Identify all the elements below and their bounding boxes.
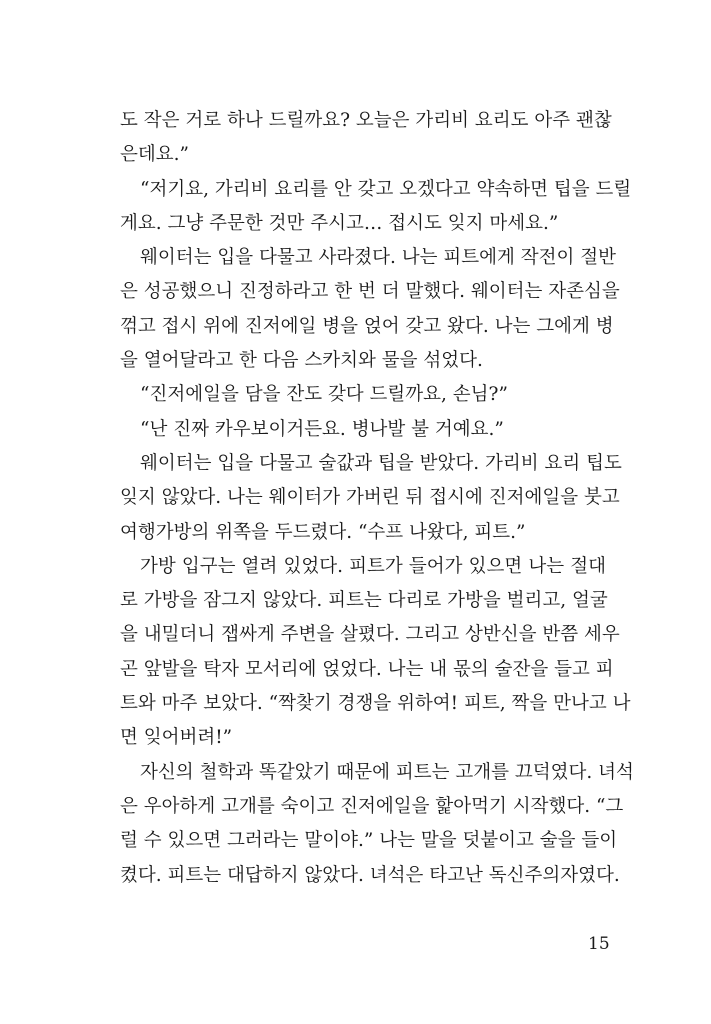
text-line: 잊지 않았다. 나는 웨이터가 가버린 뒤 접시에 진저에일을 붓고 <box>120 487 620 509</box>
text-line: 웨이터는 입을 다물고 사라졌다. 나는 피트에게 작전이 절반 <box>140 247 616 269</box>
text-line: 곤 앞발을 탁자 모서리에 얹었다. 나는 내 몫의 술잔을 들고 피 <box>120 658 614 680</box>
text-line: 자신의 철학과 똑같았기 때문에 피트는 고개를 끄덕였다. 녀석 <box>140 761 634 783</box>
text-line: 면 잊어버려!” <box>120 727 233 749</box>
text-line: 을 내밀더니 잽싸게 주변을 살폈다. 그리고 상반신을 반쯤 세우 <box>120 624 620 646</box>
text-line: 은 성공했으니 진정하라고 한 번 더 말했다. 웨이터는 자존심을 <box>120 281 620 303</box>
text-line: 럴 수 있으면 그러라는 말이야.” 나는 말을 덧붙이고 술을 들이 <box>120 830 618 852</box>
text-line: “진저에일을 담을 잔도 갖다 드릴까요, 손님?” <box>140 384 508 406</box>
text-line: 로 가방을 잠그지 않았다. 피트는 다리로 가방을 벌리고, 얼굴 <box>120 590 608 612</box>
page-number: 15 <box>588 934 610 954</box>
text-line: “난 진짜 카우보이거든요. 병나발 불 거예요.” <box>140 418 504 440</box>
text-line: 을 열어달라고 한 다음 스카치와 물을 섞었다. <box>120 350 483 372</box>
text-line: 웨이터는 입을 다물고 술값과 팁을 받았다. 가리비 요리 팁도 <box>140 452 622 474</box>
text-line: 은데요.” <box>120 144 189 166</box>
text-line: 은 우아하게 고개를 숙이고 진저에일을 핥아먹기 시작했다. “그 <box>120 795 624 817</box>
text-line: 꺾고 접시 위에 진저에일 병을 얹어 갖고 왔다. 나는 그에게 병 <box>120 315 614 337</box>
text-line: 가방 입구는 열려 있었다. 피트가 들어가 있으면 나는 절대 <box>140 555 606 577</box>
text-line: “저기요, 가리비 요리를 안 갖고 오겠다고 약속하면 팁을 드릴 <box>140 178 632 200</box>
text-line: 여행가방의 위쪽을 두드렸다. “수프 나왔다, 피트.” <box>120 521 526 543</box>
text-line: 켰다. 피트는 대답하지 않았다. 녀석은 타고난 독신주의자였다. <box>120 864 620 886</box>
text-line: 트와 마주 보았다. “짝찾기 경쟁을 위하여! 피트, 짝을 만나고 나 <box>120 693 631 715</box>
text-line: 도 작은 거로 하나 드릴까요? 오늘은 가리비 요리도 아주 괜찮 <box>120 110 612 131</box>
body-text <box>120 104 634 893</box>
text-line: 게요. 그냥 주문한 것만 주시고… 접시도 잊지 마세요.” <box>120 212 559 234</box>
